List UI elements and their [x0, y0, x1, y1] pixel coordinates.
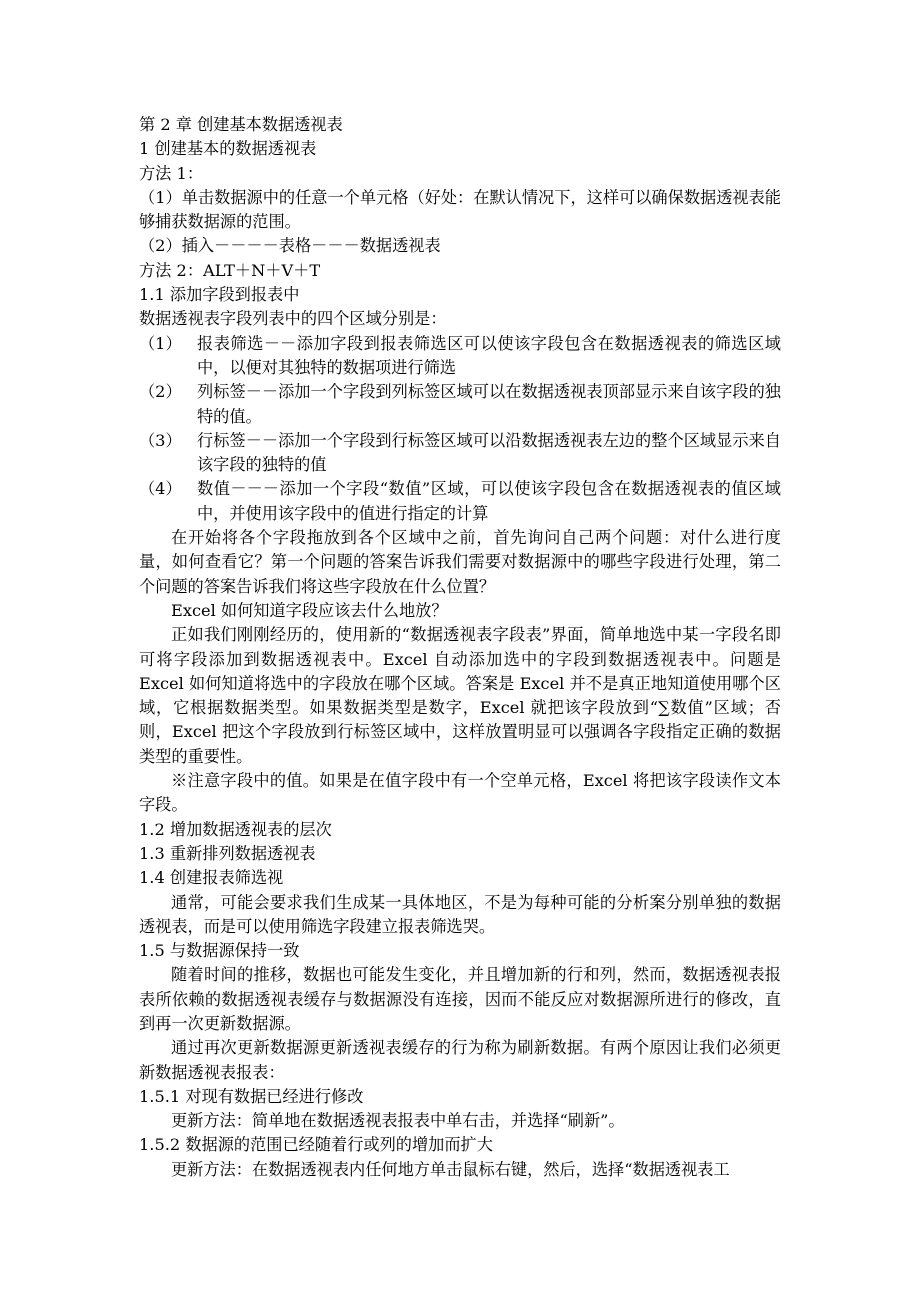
area-item-text: 列标签－－添加一个字段到列标签区域可以在数据透视表顶部显示来自该字段的独特的值。 — [197, 382, 781, 426]
method-1-label: 方法 1： — [139, 163, 204, 183]
area-item-text: 行标签－－添加一个字段到行标签区域可以沿数据透视表左边的整个区域显示来自该字段的独特的值 — [197, 430, 781, 475]
area-item-number: （4） — [139, 479, 182, 499]
paragraph-refresh-method-1: 更新方法：简单地在数据透视表报表中单右击，并选择“刷新”。 — [171, 1111, 625, 1131]
chapter-title: 第 2 章 创建基本数据透视表 — [139, 115, 343, 134]
section-1-5-1-title: 1.5.1 对现有数据已经进行修改 — [139, 1086, 364, 1106]
area-item-column-labels — [139, 380, 781, 429]
paragraph-excel-answer: 正如我们刚刚经历的，使用新的“数据透视表字段表”界面，简单地选中某一字段名即可将字段添加到数据透视表中。Excel 自动添加选中的字段到数据透视表中。问题是 Excel 如何知道将选中的字段放在哪个区域。答案是 Excel 并不是真正地知道使用哪个区域，它根据数据类型。如果数据类型是数字，Excel 就把该字段放到“∑数值”区域；否则，Excel 把这个字段放到行标签区域中，这样放置明显可以强调各字段指定正确的数据类型的重要性。 — [139, 625, 781, 766]
section-1-5-2-title: 1.5.2 数据源的范围已经随着行或列的增加而扩大 — [139, 1135, 493, 1155]
area-item-report-filter — [139, 332, 781, 381]
paragraph-refresh-method-2: 更新方法：在数据透视表内任何地方单击鼠标右键，然后，选择“数据透视表工 — [171, 1159, 730, 1179]
section-1-4-title: 1.4 创建报表筛选视 — [139, 868, 284, 888]
method-2: 方法 2：ALT＋N＋V＋T — [139, 260, 321, 280]
section-1-5-title: 1.5 与数据源保持一致 — [139, 941, 300, 961]
paragraph-note: ※注意字段中的值。如果是在值字段中有一个空单元格，Excel 将把该字段读作文本字段。 — [139, 771, 781, 815]
area-item-number: （3） — [139, 430, 182, 450]
section-1-3-title: 1.3 重新排列数据透视表 — [139, 843, 316, 863]
section-1-title: 1 创建基本的数据透视表 — [139, 139, 317, 159]
areas-intro: 数据透视表字段列表中的四个区域分别是： — [139, 309, 447, 329]
paragraph-data-changes: 随着时间的推移，数据也可能发生变化，并且增加新的行和列，然而，数据透视表报表所依赖的数据透视表缓存与数据源没有连接，因而不能反应对数据源所进行的修改，直到再一次更新数据源。 — [139, 965, 781, 1033]
area-item-text: 数值－－－添加一个字段“数值”区域，可以使该字段包含在数据透视表的值区域中，并使用该字段中的值进行指定的计算 — [197, 479, 781, 523]
paragraph-questions: 在开始将各个字段拖放到各个区域中之前，首先询问自己两个问题：对什么进行度量，如何查看它？第一个问题的答案告诉我们需要对数据源中的哪些字段进行处理，第二个问题的答案告诉我们将这些字段放在什么位置？ — [139, 528, 781, 596]
paragraph-excel-question: Excel 如何知道字段应该去什么地放？ — [171, 600, 448, 620]
area-item-row-labels — [139, 429, 781, 478]
area-item-values — [139, 477, 781, 526]
method-1-step-1: （1）单击数据源中的任意一个单元格（好处：在默认情况下，这样可以确保数据透视表能够捕获数据源的范围。 — [139, 187, 781, 232]
paragraph-refresh-reasons: 通过再次更新数据源更新透视表缓存的行为称为刷新数据。有两个原因让我们必须更新数据透视表报表： — [139, 1038, 781, 1082]
method-1-step-2: （2）插入－－－－表格－－－数据透视表 — [139, 236, 441, 256]
area-item-number: （2） — [139, 382, 182, 402]
paragraph-report-filter: 通常，可能会要求我们生成某一具体地区，不是为每种可能的分析案分别单独的数据透视表，而是可以使用筛选字段建立报表筛选哭。 — [139, 892, 781, 936]
section-1-1-title: 1.1 添加字段到报表中 — [139, 285, 300, 305]
area-item-text: 报表筛选－－添加字段到报表筛选区可以使该字段包含在数据透视表的筛选区域中，以便对其独特的数据项进行筛选 — [197, 333, 781, 377]
document-page — [139, 113, 781, 1182]
section-1-2-title: 1.2 增加数据透视表的层次 — [139, 819, 332, 839]
area-item-number: （1） — [139, 333, 182, 353]
